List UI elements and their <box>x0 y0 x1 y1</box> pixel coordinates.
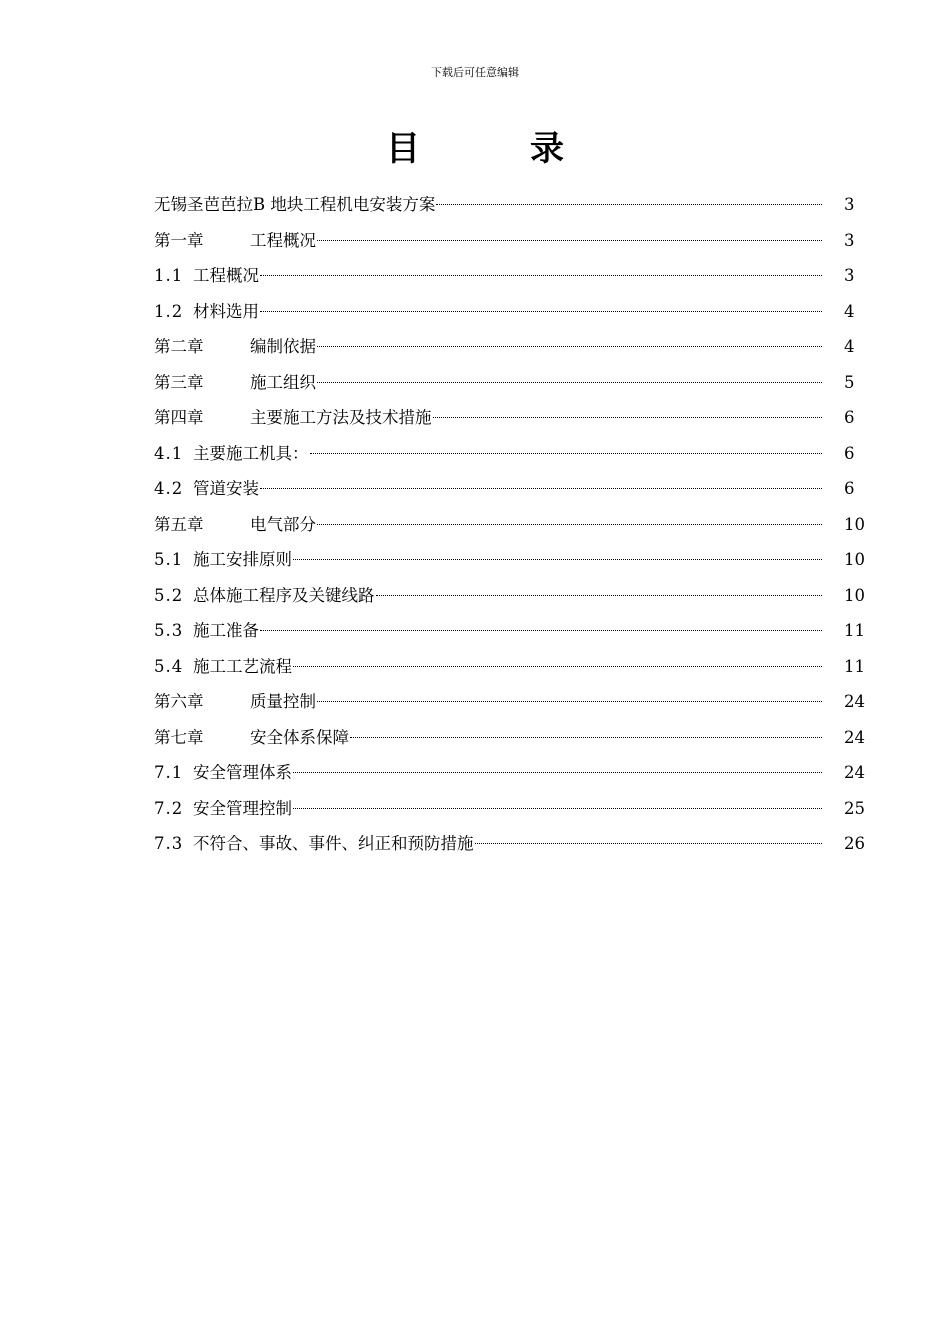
toc-entry-number: 1.2 <box>154 301 184 321</box>
toc-entry-number: 第三章 <box>154 372 204 392</box>
toc-entry[interactable] <box>154 294 864 330</box>
toc-entry-number: 7.1 <box>154 763 184 782</box>
toc-entry[interactable] <box>154 826 864 862</box>
toc-entry[interactable] <box>154 400 864 436</box>
toc-entry-label <box>154 187 435 223</box>
toc-entry-label <box>154 578 375 614</box>
toc-entry-text: 质量控制 <box>250 692 316 711</box>
toc-entry-page-number: 10 <box>844 514 865 534</box>
toc-entry-number: 第一章 <box>154 230 204 250</box>
toc-entry-page-number: 24 <box>844 763 865 782</box>
toc-dot-leader <box>260 488 822 489</box>
toc-entry-number: 5.4 <box>154 656 184 676</box>
toc-entry-page-number: 4 <box>844 301 855 321</box>
toc-entry-text: 总体施工程序及关键线路 <box>193 585 375 605</box>
toc-entry[interactable] <box>154 436 864 472</box>
toc-entry[interactable] <box>154 649 864 685</box>
toc-entry-number: 4.2 <box>154 479 184 498</box>
toc-dot-leader <box>433 417 823 418</box>
toc-entry[interactable] <box>154 613 864 649</box>
toc-dot-leader <box>436 204 822 205</box>
toc-entry-text: 安全管理控制 <box>193 798 292 818</box>
toc-dot-leader <box>376 595 823 596</box>
toc-entry-page-number: 3 <box>844 195 855 214</box>
toc-entry-label <box>154 791 292 827</box>
toc-entry[interactable] <box>154 223 864 259</box>
toc-entry-number: 5.1 <box>154 550 184 569</box>
toc-entry-label <box>154 258 259 294</box>
toc-entry[interactable] <box>154 791 864 827</box>
toc-entry[interactable] <box>154 365 864 401</box>
toc-entry-number: 第五章 <box>154 514 204 534</box>
toc-entry-number: 第四章 <box>154 408 204 427</box>
toc-dot-leader <box>317 240 822 241</box>
toc-entry-number: 5.2 <box>154 585 184 605</box>
toc-entry[interactable] <box>154 471 864 507</box>
toc-entry-page-number: 11 <box>844 621 865 640</box>
toc-entry-label <box>154 507 316 543</box>
toc-entry[interactable] <box>154 578 864 614</box>
toc-entry-text: 安全管理体系 <box>193 763 292 782</box>
toc-entry-label <box>154 720 349 756</box>
toc-entry-label <box>154 223 316 259</box>
toc-entry-text: 管道安装 <box>193 479 259 498</box>
toc-entry[interactable] <box>154 755 864 791</box>
toc-entry-text: 材料选用 <box>193 301 259 321</box>
toc-dot-leader <box>293 772 822 773</box>
toc-entry-number: 第七章 <box>154 727 204 747</box>
toc-entry-page-number: 25 <box>844 798 865 818</box>
toc-dot-leader <box>310 453 823 454</box>
toc-dot-leader <box>293 808 822 809</box>
toc-entry[interactable] <box>154 542 864 578</box>
toc-entry-label <box>154 294 259 330</box>
toc-entry-text: 工程概况 <box>250 230 316 250</box>
toc-dot-leader <box>293 666 822 667</box>
toc-dot-leader <box>260 311 822 312</box>
toc-title-left: 目 <box>386 129 420 169</box>
toc-title-right: 录 <box>530 129 564 169</box>
toc-entry-page-number: 24 <box>844 692 865 711</box>
toc-entry-text: 主要施工方法及技术措施 <box>250 408 432 427</box>
toc-entry-label <box>154 436 309 472</box>
toc-dot-leader <box>317 701 822 702</box>
toc-dot-leader <box>350 737 822 738</box>
toc-entry-page-number: 4 <box>844 337 855 356</box>
toc-entry-text: 编制依据 <box>250 337 316 356</box>
table-of-contents <box>154 187 864 862</box>
toc-entry-page-number: 10 <box>844 550 865 569</box>
toc-entry[interactable] <box>154 684 864 720</box>
toc-entry[interactable] <box>154 187 864 223</box>
toc-dot-leader <box>260 630 822 631</box>
toc-entry-page-number: 6 <box>844 443 855 463</box>
toc-entry-label <box>154 471 259 507</box>
toc-entry-text: 无锡圣芭芭拉B 地块工程机电安装方案 <box>154 195 436 214</box>
toc-entry-label <box>154 400 432 436</box>
toc-dot-leader <box>475 843 823 844</box>
toc-dot-leader <box>317 524 822 525</box>
toc-entry-page-number: 3 <box>844 230 855 250</box>
toc-entry-label <box>154 613 259 649</box>
toc-entry-label <box>154 649 292 685</box>
toc-entry-page-number: 11 <box>844 656 865 676</box>
toc-entry-page-number: 26 <box>844 834 865 853</box>
toc-entry-label <box>154 826 474 862</box>
toc-entry[interactable] <box>154 720 864 756</box>
toc-entry-text: 不符合、事故、事件、纠正和预防措施 <box>193 834 474 853</box>
toc-entry-number: 4.1 <box>154 443 184 463</box>
toc-dot-leader <box>260 275 822 276</box>
toc-entry-label <box>154 755 292 791</box>
toc-entry[interactable] <box>154 329 864 365</box>
toc-entry-text: 施工准备 <box>193 621 259 640</box>
toc-entry-page-number: 6 <box>844 408 855 427</box>
toc-entry-number: 第二章 <box>154 337 204 356</box>
toc-entry[interactable] <box>154 258 864 294</box>
toc-dot-leader <box>317 346 822 347</box>
toc-dot-leader <box>317 382 822 383</box>
toc-entry-page-number: 24 <box>844 727 865 747</box>
toc-entry-number: 1.1 <box>154 266 184 285</box>
toc-entry-label <box>154 684 316 720</box>
toc-entry-text: 工程概况 <box>193 266 259 285</box>
toc-entry-label <box>154 542 292 578</box>
toc-entry-text: 主要施工机具： <box>193 443 309 463</box>
toc-entry-text: 施工工艺流程 <box>193 656 292 676</box>
toc-entry-page-number: 10 <box>844 585 865 605</box>
toc-entry[interactable] <box>154 507 864 543</box>
toc-entry-text: 施工安排原则 <box>193 550 292 569</box>
toc-entry-text: 施工组织 <box>250 372 316 392</box>
toc-entry-page-number: 5 <box>844 372 855 392</box>
toc-entry-number: 第六章 <box>154 692 204 711</box>
toc-entry-page-number: 3 <box>844 266 855 285</box>
toc-entry-number: 5.3 <box>154 621 184 640</box>
toc-entry-label <box>154 365 316 401</box>
toc-entry-label <box>154 329 316 365</box>
page-header-note: 下载后可任意编辑 <box>431 66 519 79</box>
toc-dot-leader <box>293 559 822 560</box>
toc-title <box>0 126 950 172</box>
toc-entry-text: 电气部分 <box>250 514 316 534</box>
toc-entry-number: 7.2 <box>154 798 184 818</box>
toc-entry-text: 安全体系保障 <box>250 727 349 747</box>
toc-entry-page-number: 6 <box>844 479 855 498</box>
toc-entry-number: 7.3 <box>154 834 184 853</box>
